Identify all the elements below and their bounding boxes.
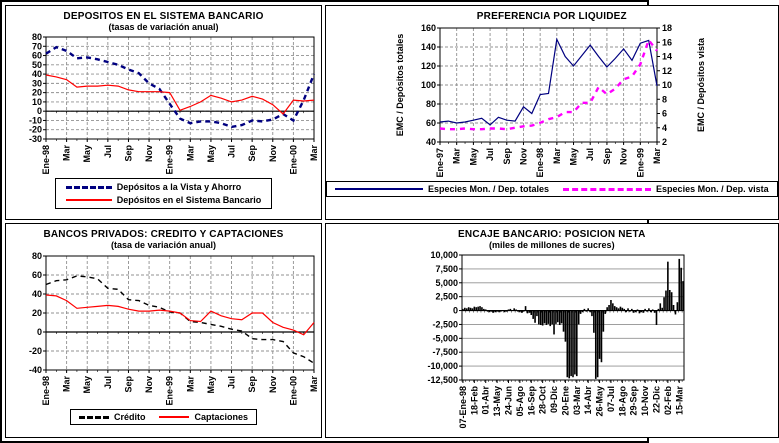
chart-title: BANCOS PRIVADOS: CREDITO Y CAPTACIONES: [43, 229, 284, 240]
svg-text:02-Feb: 02-Feb: [663, 386, 674, 416]
svg-text:-10,000: -10,000: [427, 361, 459, 372]
svg-text:24-Jun: 24-Jun: [503, 386, 514, 416]
legend-swatch-captaciones: [159, 416, 189, 418]
svg-text:Mar: Mar: [451, 148, 462, 165]
legend-label-totales: Especies Mon. / Dep. totales: [428, 184, 550, 194]
chart-subtitle: (tasas de variación anual): [108, 22, 219, 32]
svg-text:Mar: Mar: [309, 376, 319, 393]
svg-text:-5,000: -5,000: [432, 333, 459, 344]
svg-text:80: 80: [426, 99, 437, 109]
svg-text:-20: -20: [28, 346, 42, 356]
preferencia-liquidez-line-chart: [394, 22, 709, 180]
svg-text:60: 60: [31, 50, 42, 61]
svg-text:0: 0: [36, 106, 42, 117]
svg-text:100: 100: [421, 80, 437, 90]
legend-label-sistema: Depósitos en el Sistema Bancario: [116, 195, 262, 205]
panel-preferencia-liquidez: [325, 5, 779, 220]
svg-text:May: May: [468, 148, 479, 166]
svg-text:16-Sep: 16-Sep: [526, 386, 537, 416]
legend-label-vista: Depósitos a la Vista y Ahorro: [116, 182, 242, 192]
svg-text:-7,500: -7,500: [432, 347, 459, 358]
svg-text:Mar: Mar: [185, 145, 196, 162]
legend-swatch-totales: [335, 188, 423, 190]
svg-text:12: 12: [662, 65, 673, 76]
svg-text:20: 20: [31, 87, 42, 98]
svg-text:Sep: Sep: [123, 145, 134, 162]
svg-text:Jul: Jul: [102, 145, 113, 159]
chart-subtitle: (miles de millones de sucres): [489, 240, 615, 250]
legend-swatch-vista: [66, 186, 112, 189]
svg-text:20: 20: [31, 308, 42, 318]
svg-text:Nov: Nov: [144, 145, 155, 163]
svg-text:Jul: Jul: [585, 148, 596, 162]
svg-text:Ene-00: Ene-00: [288, 145, 299, 175]
svg-text:Ene-99: Ene-99: [635, 147, 646, 178]
svg-text:May: May: [82, 376, 93, 394]
svg-text:20-Ene: 20-Ene: [560, 386, 571, 416]
legend-item-vista: [66, 182, 242, 192]
svg-text:09-Dic: 09-Dic: [549, 386, 560, 414]
svg-text:Nov: Nov: [618, 148, 629, 166]
svg-text:7,500: 7,500: [435, 263, 459, 274]
svg-text:Mar: Mar: [309, 145, 319, 162]
svg-text:Nov: Nov: [267, 376, 278, 394]
legend-liquidez: [326, 181, 778, 197]
chart-title: DEPOSITOS EN EL SISTEMA BANCARIO: [63, 11, 264, 22]
legend-item-credito: [79, 412, 146, 422]
svg-text:Ene-98: Ene-98: [41, 376, 51, 406]
svg-text:Ene-99: Ene-99: [164, 376, 175, 406]
svg-text:Sep: Sep: [123, 376, 134, 393]
svg-text:Nov: Nov: [267, 145, 278, 163]
svg-text:5,000: 5,000: [435, 277, 459, 288]
legend-label-captaciones: Captaciones: [194, 412, 249, 422]
svg-text:-20: -20: [28, 124, 42, 135]
svg-text:05-Ago: 05-Ago: [515, 386, 526, 417]
legend-label-credito: Crédito: [113, 412, 146, 422]
svg-text:07-Jul: 07-Jul: [606, 386, 617, 413]
svg-text:50: 50: [31, 59, 42, 70]
svg-text:80: 80: [31, 251, 42, 261]
svg-text:Sep: Sep: [502, 148, 513, 165]
svg-text:4: 4: [662, 122, 668, 133]
svg-text:Mar: Mar: [185, 376, 196, 393]
svg-text:16: 16: [662, 37, 673, 48]
svg-text:Mar: Mar: [61, 145, 72, 162]
svg-text:Ene-98: Ene-98: [535, 148, 546, 178]
svg-text:Ene-97: Ene-97: [435, 148, 446, 178]
svg-text:26-May: 26-May: [594, 386, 605, 417]
svg-text:May: May: [205, 376, 216, 394]
svg-text:40: 40: [426, 137, 437, 147]
svg-text:May: May: [205, 145, 216, 163]
legend-swatch-sistema: [66, 199, 112, 201]
svg-text:Sep: Sep: [247, 376, 258, 393]
svg-text:03-Mar: 03-Mar: [572, 386, 583, 416]
legend-item-sistema: [66, 195, 262, 205]
panel-depositos-sistema: [5, 5, 322, 220]
depositos-sistema-line-chart: [6, 32, 321, 177]
svg-text:Jul: Jul: [226, 376, 237, 390]
chart-title: ENCAJE BANCARIO: POSICION NETA: [458, 229, 646, 240]
svg-text:6: 6: [662, 108, 668, 119]
svg-text:Mar: Mar: [552, 148, 563, 165]
svg-text:-10: -10: [28, 115, 42, 126]
svg-text:Nov: Nov: [144, 376, 155, 394]
panel-encaje-bancario: [325, 223, 779, 438]
svg-text:60: 60: [31, 270, 42, 280]
svg-text:Jul: Jul: [102, 376, 113, 390]
svg-text:2: 2: [662, 137, 668, 147]
svg-text:30: 30: [31, 78, 42, 89]
svg-text:18-Ago: 18-Ago: [617, 386, 628, 417]
svg-text:40: 40: [31, 69, 42, 80]
legend-item-captaciones: [159, 412, 248, 422]
svg-text:Mar: Mar: [652, 148, 663, 165]
svg-text:18: 18: [662, 23, 673, 33]
svg-text:140: 140: [421, 42, 437, 52]
svg-text:10,000: 10,000: [430, 250, 459, 260]
svg-text:80: 80: [31, 32, 42, 42]
svg-text:160: 160: [421, 23, 437, 33]
svg-text:18-Feb: 18-Feb: [469, 386, 480, 416]
svg-text:10-Nov: 10-Nov: [640, 386, 651, 417]
svg-text:May: May: [82, 145, 93, 163]
svg-text:01-Abr: 01-Abr: [481, 386, 492, 415]
svg-text:70: 70: [31, 41, 42, 52]
svg-text:13-May: 13-May: [492, 386, 503, 417]
svg-text:14-Abr: 14-Abr: [583, 386, 594, 415]
svg-text:-12,500: -12,500: [427, 375, 459, 385]
panel-credito-captaciones: [5, 223, 322, 438]
svg-text:40: 40: [31, 289, 42, 299]
svg-text:Ene-99: Ene-99: [164, 145, 175, 175]
svg-text:2,500: 2,500: [435, 291, 459, 302]
svg-text:120: 120: [421, 61, 437, 71]
svg-text:-30: -30: [28, 134, 42, 144]
svg-text:Jul: Jul: [226, 145, 237, 159]
legend-swatch-credito: [79, 416, 109, 419]
svg-text:Ene-98: Ene-98: [41, 145, 51, 175]
credito-captaciones-line-chart: [6, 250, 321, 408]
svg-text:0: 0: [453, 305, 459, 316]
svg-text:07-Ene-98: 07-Ene-98: [458, 386, 469, 429]
svg-text:EMC / Depósitos totales: EMC / Depósitos totales: [395, 33, 406, 137]
svg-text:28-Oct: 28-Oct: [537, 386, 548, 415]
svg-text:22-Dic: 22-Dic: [651, 386, 662, 414]
chart-subtitle: (tasa de variación anual): [110, 240, 217, 250]
legend-credito: [70, 409, 257, 425]
legend-swatch-vista: [563, 188, 651, 191]
svg-text:15-Mar: 15-Mar: [674, 386, 685, 416]
svg-text:-2,500: -2,500: [432, 319, 459, 330]
svg-text:Jul: Jul: [485, 148, 496, 162]
chart-title: PREFERENCIA POR LIQUIDEZ: [476, 11, 627, 22]
legend-depositos: [55, 178, 273, 209]
legend-label-vista: Especies Mon. / Dep. vista: [656, 184, 769, 194]
svg-text:May: May: [568, 148, 579, 166]
encaje-bancario-bar-chart: [394, 250, 709, 432]
svg-text:EMC / Depósitos vista: EMC / Depósitos vista: [696, 37, 707, 133]
svg-text:10: 10: [662, 80, 673, 90]
svg-text:14: 14: [662, 51, 673, 62]
legend-item-totales: [335, 184, 549, 194]
svg-text:29-Sep: 29-Sep: [629, 386, 640, 416]
legend-item-vista: [563, 184, 769, 194]
svg-text:-40: -40: [28, 365, 42, 375]
svg-text:60: 60: [426, 118, 437, 128]
svg-text:Mar: Mar: [61, 376, 72, 393]
svg-text:0: 0: [36, 327, 42, 337]
svg-text:Sep: Sep: [602, 148, 613, 165]
svg-text:Sep: Sep: [247, 145, 258, 162]
svg-text:10: 10: [31, 96, 42, 107]
svg-text:Nov: Nov: [518, 148, 529, 166]
svg-text:Ene-00: Ene-00: [288, 376, 299, 406]
svg-text:8: 8: [662, 94, 668, 105]
